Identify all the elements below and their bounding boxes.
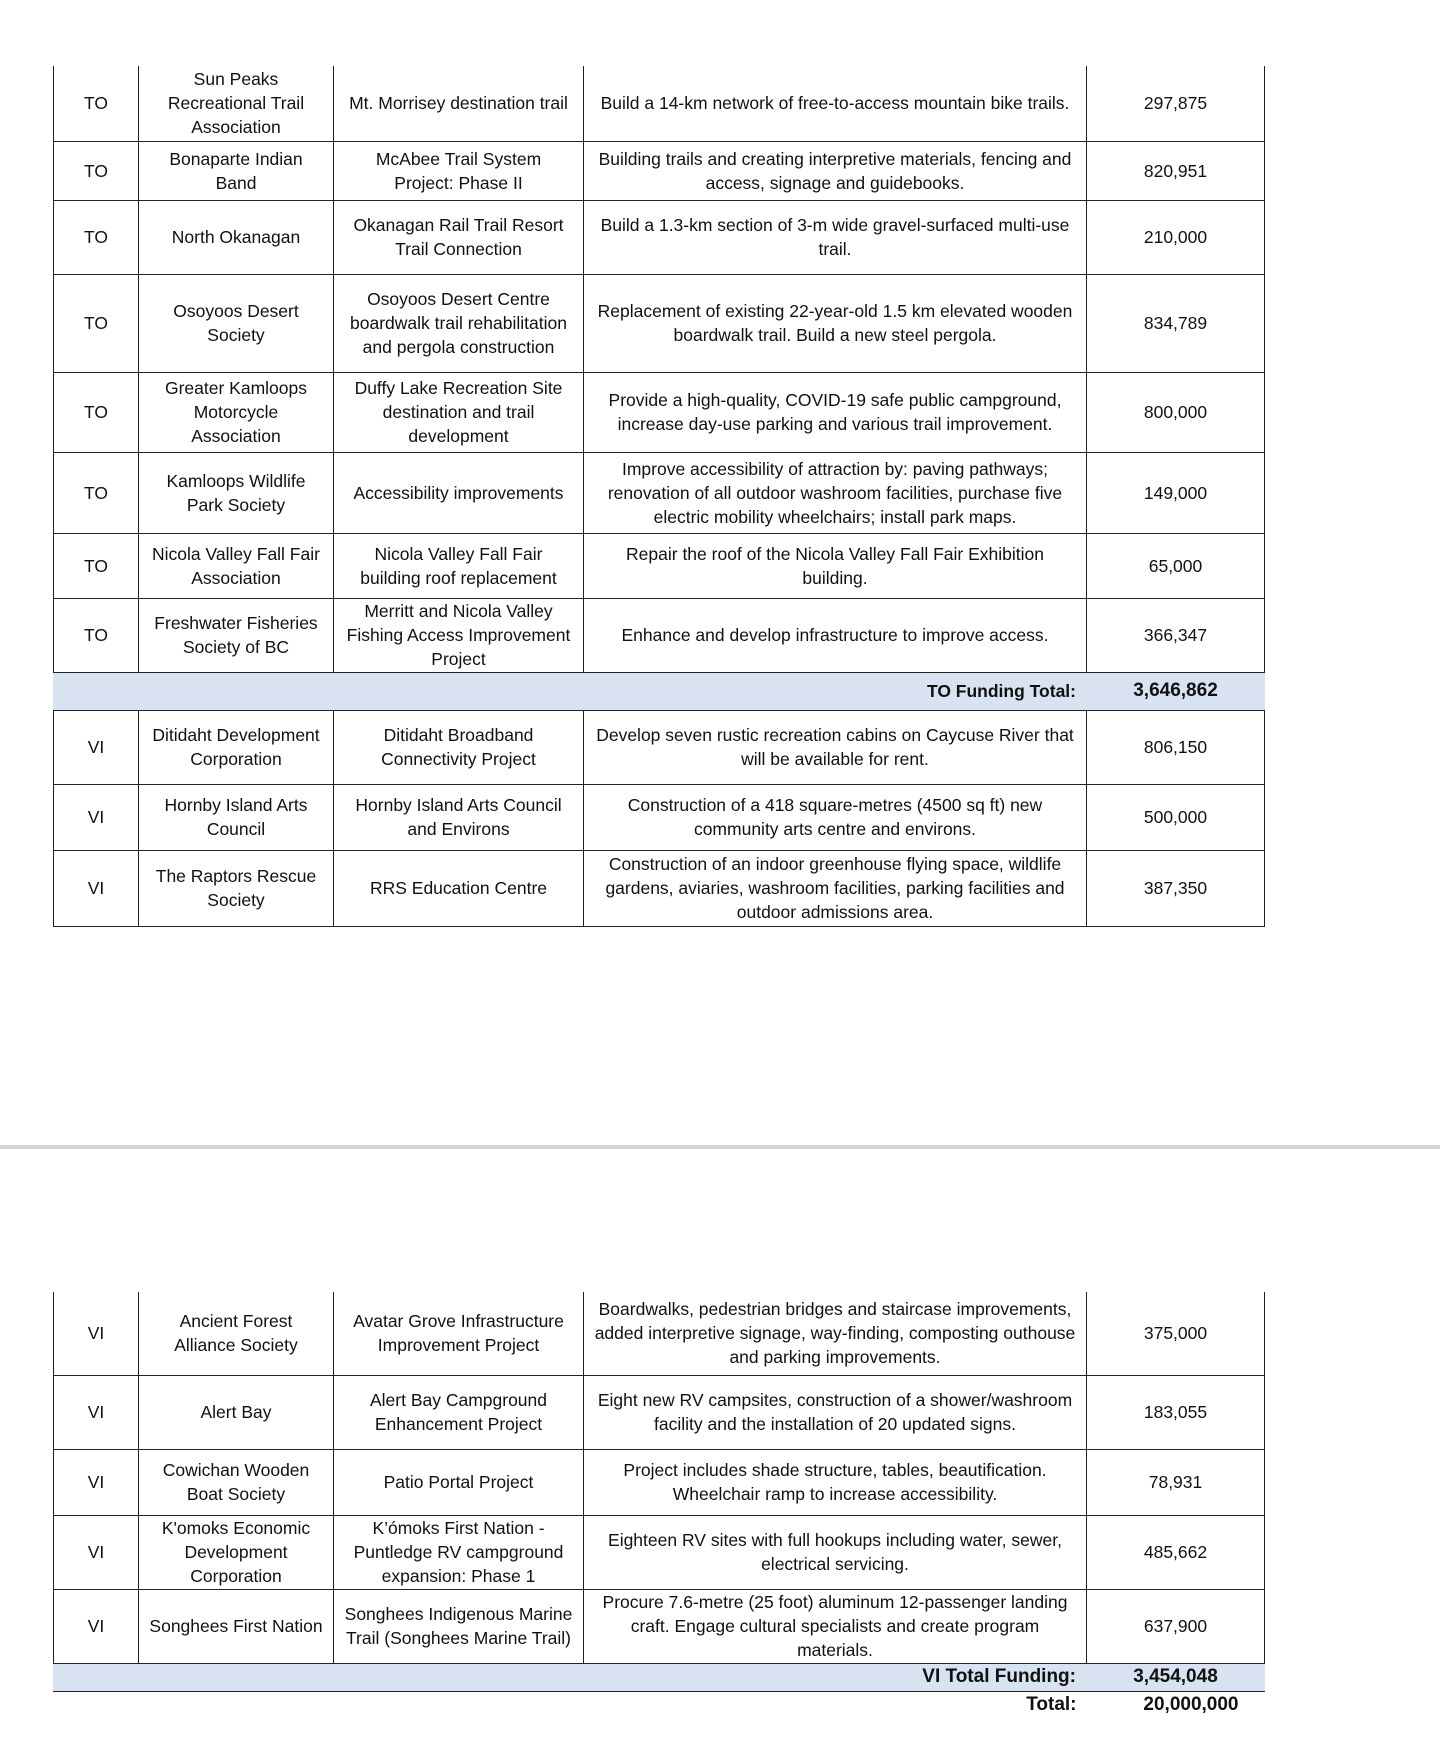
project-cell: Patio Portal Project (334, 1449, 584, 1515)
description-cell: Boardwalks, pedestrian bridges and staircase improvements, added interpretive signage, way-finding, composting outhouse and parking improvements. (584, 1292, 1087, 1375)
region-cell: VI (54, 850, 139, 926)
description-cell: Enhance and develop infrastructure to improve access. (584, 598, 1087, 672)
project-cell: Duffy Lake Recreation Site destination and trail development (334, 372, 584, 452)
description-cell: Replacement of existing 22-year-old 1.5 km elevated wooden boardwalk trail. Build a new steel pergola. (584, 274, 1087, 372)
project-cell: Avatar Grove Infrastructure Improvement Project (334, 1292, 584, 1375)
grand-total-blank (334, 1691, 584, 1719)
subtotal-amount: 3,454,048 (1087, 1663, 1265, 1691)
region-cell: VI (54, 1589, 139, 1663)
region-cell: VI (54, 1375, 139, 1449)
subtotal-row (54, 672, 1265, 710)
amount-cell: 78,931 (1087, 1449, 1265, 1515)
amount-cell: 210,000 (1087, 200, 1265, 274)
table-row (54, 850, 1265, 926)
region-cell: VI (54, 1292, 139, 1375)
subtotal-blank (334, 672, 584, 710)
recipient-cell: Songhees First Nation (139, 1589, 334, 1663)
subtotal-label: VI Total Funding: (584, 1663, 1087, 1691)
grand-total-label: Total: (584, 1691, 1087, 1719)
subtotal-blank (54, 672, 139, 710)
subtotal-blank (139, 672, 334, 710)
amount-cell: 366,347 (1087, 598, 1265, 672)
recipient-cell: Hornby Island Arts Council (139, 784, 334, 850)
amount-cell: 637,900 (1087, 1589, 1265, 1663)
project-cell: Osoyoos Desert Centre boardwalk trail rehabilitation and pergola construction (334, 274, 584, 372)
amount-cell: 834,789 (1087, 274, 1265, 372)
amount-cell: 820,951 (1087, 141, 1265, 200)
table-row (54, 66, 1265, 141)
project-cell: Accessibility improvements (334, 452, 584, 533)
project-cell: Ditidaht Broadband Connectivity Project (334, 710, 584, 784)
page-separator (0, 1145, 1440, 1149)
region-cell: VI (54, 1515, 139, 1589)
project-cell: Alert Bay Campground Enhancement Project (334, 1375, 584, 1449)
project-cell: Nicola Valley Fall Fair building roof replacement (334, 533, 584, 598)
project-cell: Okanagan Rail Trail Resort Trail Connection (334, 200, 584, 274)
recipient-cell: Ditidaht Development Corporation (139, 710, 334, 784)
recipient-cell: Kamloops Wildlife Park Society (139, 452, 334, 533)
table-row (54, 784, 1265, 850)
recipient-cell: Nicola Valley Fall Fair Association (139, 533, 334, 598)
project-cell: Mt. Morrisey destination trail (334, 66, 584, 141)
recipient-cell: Alert Bay (139, 1375, 334, 1449)
amount-cell: 387,350 (1087, 850, 1265, 926)
region-cell: VI (54, 1449, 139, 1515)
description-cell: Eighteen RV sites with full hookups including water, sewer, electrical servicing. (584, 1515, 1087, 1589)
region-cell: TO (54, 533, 139, 598)
project-cell: K’ómoks First Nation - Puntledge RV campground expansion: Phase 1 (334, 1515, 584, 1589)
recipient-cell: Freshwater Fisheries Society of BC (139, 598, 334, 672)
region-cell: TO (54, 598, 139, 672)
recipient-cell: K'omoks Economic Development Corporation (139, 1515, 334, 1589)
description-cell: Repair the roof of the Nicola Valley Fall Fair Exhibition building. (584, 533, 1087, 598)
description-cell: Construction of a 418 square-metres (4500 sq ft) new community arts centre and environs. (584, 784, 1087, 850)
grand-total-row (54, 1691, 1265, 1719)
subtotal-label: TO Funding Total: (584, 672, 1087, 710)
subtotal-blank (334, 1663, 584, 1691)
table-row (54, 141, 1265, 200)
amount-cell: 183,055 (1087, 1375, 1265, 1449)
recipient-cell: Ancient Forest Alliance Society (139, 1292, 334, 1375)
grand-total-blank (54, 1691, 139, 1719)
recipient-cell: Sun Peaks Recreational Trail Association (139, 66, 334, 141)
grand-total-amount: 20,000,000 (1087, 1691, 1265, 1719)
region-cell: TO (54, 66, 139, 141)
table-row (54, 200, 1265, 274)
project-cell: McAbee Trail System Project: Phase II (334, 141, 584, 200)
description-cell: Procure 7.6-metre (25 foot) aluminum 12-passenger landing craft. Engage cultural specialists and create program materials. (584, 1589, 1087, 1663)
region-cell: TO (54, 274, 139, 372)
amount-cell: 65,000 (1087, 533, 1265, 598)
region-cell: TO (54, 452, 139, 533)
region-cell: VI (54, 710, 139, 784)
project-cell: Hornby Island Arts Council and Environs (334, 784, 584, 850)
recipient-cell: Greater Kamloops Motorcycle Association (139, 372, 334, 452)
subtotal-blank (139, 1663, 334, 1691)
description-cell: Build a 1.3-km section of 3-m wide gravel-surfaced multi-use trail. (584, 200, 1087, 274)
subtotal-amount: 3,646,862 (1087, 672, 1265, 710)
amount-cell: 500,000 (1087, 784, 1265, 850)
project-cell: RRS Education Centre (334, 850, 584, 926)
page-bottom (0, 1150, 1440, 1737)
description-cell: Provide a high-quality, COVID-19 safe public campground, increase day-use parking and various trail improvement. (584, 372, 1087, 452)
description-cell: Project includes shade structure, tables, beautification. Wheelchair ramp to increase accessibility. (584, 1449, 1087, 1515)
table-row (54, 452, 1265, 533)
grand-total-blank (139, 1691, 334, 1719)
region-cell: TO (54, 141, 139, 200)
recipient-cell: The Raptors Rescue Society (139, 850, 334, 926)
region-cell: TO (54, 372, 139, 452)
description-cell: Building trails and creating interpretive materials, fencing and access, signage and guidebooks. (584, 141, 1087, 200)
region-cell: VI (54, 784, 139, 850)
subtotal-row (54, 1663, 1265, 1691)
recipient-cell: North Okanagan (139, 200, 334, 274)
amount-cell: 806,150 (1087, 710, 1265, 784)
funding-table-top (53, 66, 1265, 927)
amount-cell: 485,662 (1087, 1515, 1265, 1589)
amount-cell: 800,000 (1087, 372, 1265, 452)
amount-cell: 297,875 (1087, 66, 1265, 141)
recipient-cell: Osoyoos Desert Society (139, 274, 334, 372)
table-row (54, 533, 1265, 598)
amount-cell: 375,000 (1087, 1292, 1265, 1375)
table-row (54, 1449, 1265, 1515)
table-row (54, 372, 1265, 452)
table-row (54, 274, 1265, 372)
recipient-cell: Bonaparte Indian Band (139, 141, 334, 200)
region-cell: TO (54, 200, 139, 274)
table-row (54, 1292, 1265, 1375)
description-cell: Eight new RV campsites, construction of a shower/washroom facility and the installation of 20 updated signs. (584, 1375, 1087, 1449)
project-cell: Merritt and Nicola Valley Fishing Access Improvement Project (334, 598, 584, 672)
table-row (54, 1589, 1265, 1663)
recipient-cell: Cowichan Wooden Boat Society (139, 1449, 334, 1515)
project-cell: Songhees Indigenous Marine Trail (Songhees Marine Trail) (334, 1589, 584, 1663)
funding-table-bottom (53, 1292, 1265, 1719)
subtotal-blank (54, 1663, 139, 1691)
description-cell: Develop seven rustic recreation cabins on Caycuse River that will be available for rent. (584, 710, 1087, 784)
description-cell: Build a 14-km network of free-to-access mountain bike trails. (584, 66, 1087, 141)
description-cell: Construction of an indoor greenhouse flying space, wildlife gardens, aviaries, washroom facilities, parking facilities and outdoor admissions area. (584, 850, 1087, 926)
description-cell: Improve accessibility of attraction by: paving pathways; renovation of all outdoor washroom facilities, purchase five electric mobility wheelchairs; install park maps. (584, 452, 1087, 533)
amount-cell: 149,000 (1087, 452, 1265, 533)
table-row (54, 1515, 1265, 1589)
table-row (54, 1375, 1265, 1449)
table-row (54, 710, 1265, 784)
table-row (54, 598, 1265, 672)
